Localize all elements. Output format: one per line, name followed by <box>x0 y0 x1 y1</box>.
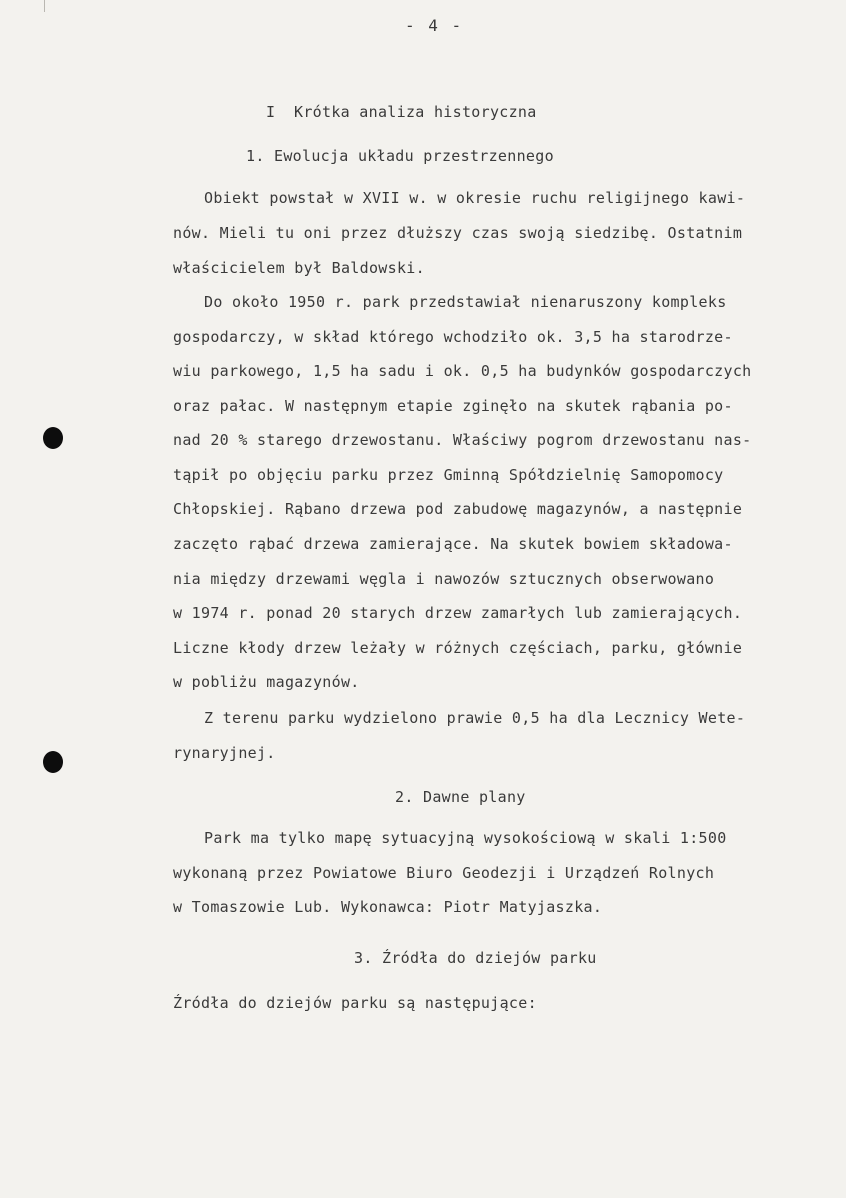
subsection-title-old-plans: 2. Dawne plany <box>395 788 526 806</box>
paragraph-line: nad 20 % starego drzewostanu. Właściwy pogrom drzewostanu nas- <box>173 431 752 449</box>
paragraph-line: Liczne kłody drzew leżały w różnych częściach, parku, głównie <box>173 639 743 657</box>
paragraph-line: zaczęto rąbać drzewa zamierające. Na skutek bowiem składowa- <box>173 535 733 553</box>
paragraph-line: Chłopskiej. Rąbano drzewa pod zabudowę magazynów, a następnie <box>173 500 743 518</box>
paragraph-line: Obiekt powstał w XVII w. w okresie ruchu religijnego kawi- <box>204 189 746 207</box>
paragraph-line: nów. Mieli tu oni przez dłuższy czas swoją siedzibę. Ostatnim <box>173 224 743 242</box>
paragraph-line: Źródła do dziejów parku są następujące: <box>173 994 537 1012</box>
paragraph-line: Z terenu parku wydzielono prawie 0,5 ha dla Lecznicy Wete- <box>204 709 746 727</box>
paragraph-line: wykonaną przez Powiatowe Biuro Geodezji i Urządzeń Rolnych <box>173 864 715 882</box>
punch-hole-bottom <box>43 751 63 773</box>
page-number: - 4 - <box>405 16 464 35</box>
section-title: I Krótka analiza historyczna <box>266 103 537 121</box>
subsection-title-evolution: 1. Ewolucja układu przestrzennego <box>246 147 554 165</box>
paragraph-line: rynaryjnej. <box>173 744 276 762</box>
subsection-title-sources: 3. Źródła do dziejów parku <box>354 949 597 967</box>
paragraph-line: w pobliżu magazynów. <box>173 673 360 691</box>
paragraph-line: nia między drzewami węgla i nawozów sztucznych obserwowano <box>173 570 715 588</box>
paragraph-line: w Tomaszowie Lub. Wykonawca: Piotr Matyjaszka. <box>173 898 603 916</box>
paragraph-line: właścicielem był Baldowski. <box>173 259 425 277</box>
paragraph-line: Park ma tylko mapę sytuacyjną wysokościową w skali 1:500 <box>204 829 727 847</box>
paragraph-line: Do około 1950 r. park przedstawiał nienaruszony kompleks <box>204 293 727 311</box>
punch-hole-top <box>43 427 63 449</box>
paragraph-line: wiu parkowego, 1,5 ha sadu i ok. 0,5 ha budynków gospodarczych <box>173 362 752 380</box>
paragraph-line: gospodarczy, w skład którego wchodziło ok. 3,5 ha starodrze- <box>173 328 733 346</box>
paragraph-line: oraz pałac. W następnym etapie zginęło na skutek rąbania po- <box>173 397 733 415</box>
paragraph-line: w 1974 r. ponad 20 starych drzew zamarłych lub zamierających. <box>173 604 743 622</box>
paragraph-line: tąpił po objęciu parku przez Gminną Spółdzielnię Samopomocy <box>173 466 724 484</box>
page-edge-mark <box>44 0 45 12</box>
